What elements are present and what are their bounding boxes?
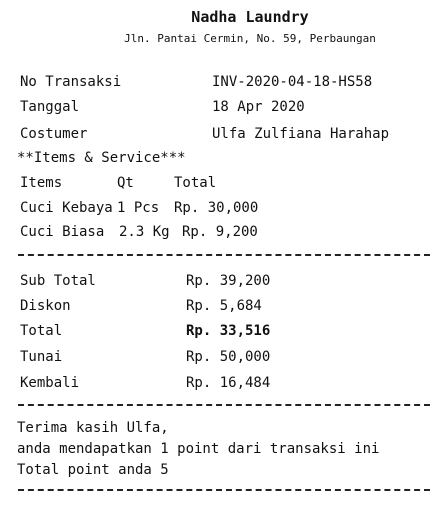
subtotal-value: Rp. 39,200 — [186, 273, 271, 289]
item-qty: 1 Pcs — [117, 200, 160, 216]
date-label: Tanggal — [20, 99, 80, 115]
divider — [18, 254, 430, 256]
discount-value: Rp. 5,684 — [186, 298, 262, 314]
divider — [18, 489, 430, 491]
subtotal-label: Sub Total — [20, 273, 96, 289]
total-label: Total — [20, 323, 63, 339]
total-value: Rp. 33,516 — [186, 323, 271, 339]
thanks-message: Terima kasih Ulfa, — [17, 420, 169, 436]
change-value: Rp. 16,484 — [186, 375, 271, 391]
items-heading: **Items & Service*** — [17, 150, 186, 166]
cash-label: Tunai — [20, 349, 63, 365]
item-total: Rp. 9,200 — [182, 224, 258, 240]
customer-label: Costumer — [20, 126, 88, 142]
transaction-number-value: INV-2020-04-18-HS58 — [212, 74, 373, 90]
change-label: Kembali — [20, 375, 80, 391]
item-name: Cuci Kebaya — [20, 200, 113, 216]
item-qty: 2.3 Kg — [119, 224, 170, 240]
points-message: anda mendapatkan 1 point dari transaksi ini — [17, 441, 380, 457]
item-name: Cuci Biasa — [20, 224, 105, 240]
divider — [18, 404, 430, 406]
item-total: Rp. 30,000 — [174, 200, 259, 216]
total-col-header: Total — [174, 175, 217, 191]
date-value: 18 Apr 2020 — [212, 99, 305, 115]
items-col-header: Items — [20, 175, 63, 191]
total-points: Total point anda 5 — [17, 462, 169, 478]
customer-value: Ulfa Zulfiana Harahap — [212, 126, 390, 142]
transaction-number-label: No Transaksi — [20, 74, 122, 90]
qty-col-header: Qt — [117, 175, 134, 191]
discount-label: Diskon — [20, 298, 71, 314]
store-name: Nadha Laundry — [191, 8, 309, 26]
store-address: Jln. Pantai Cermin, No. 59, Perbaungan — [124, 32, 376, 45]
cash-value: Rp. 50,000 — [186, 349, 271, 365]
